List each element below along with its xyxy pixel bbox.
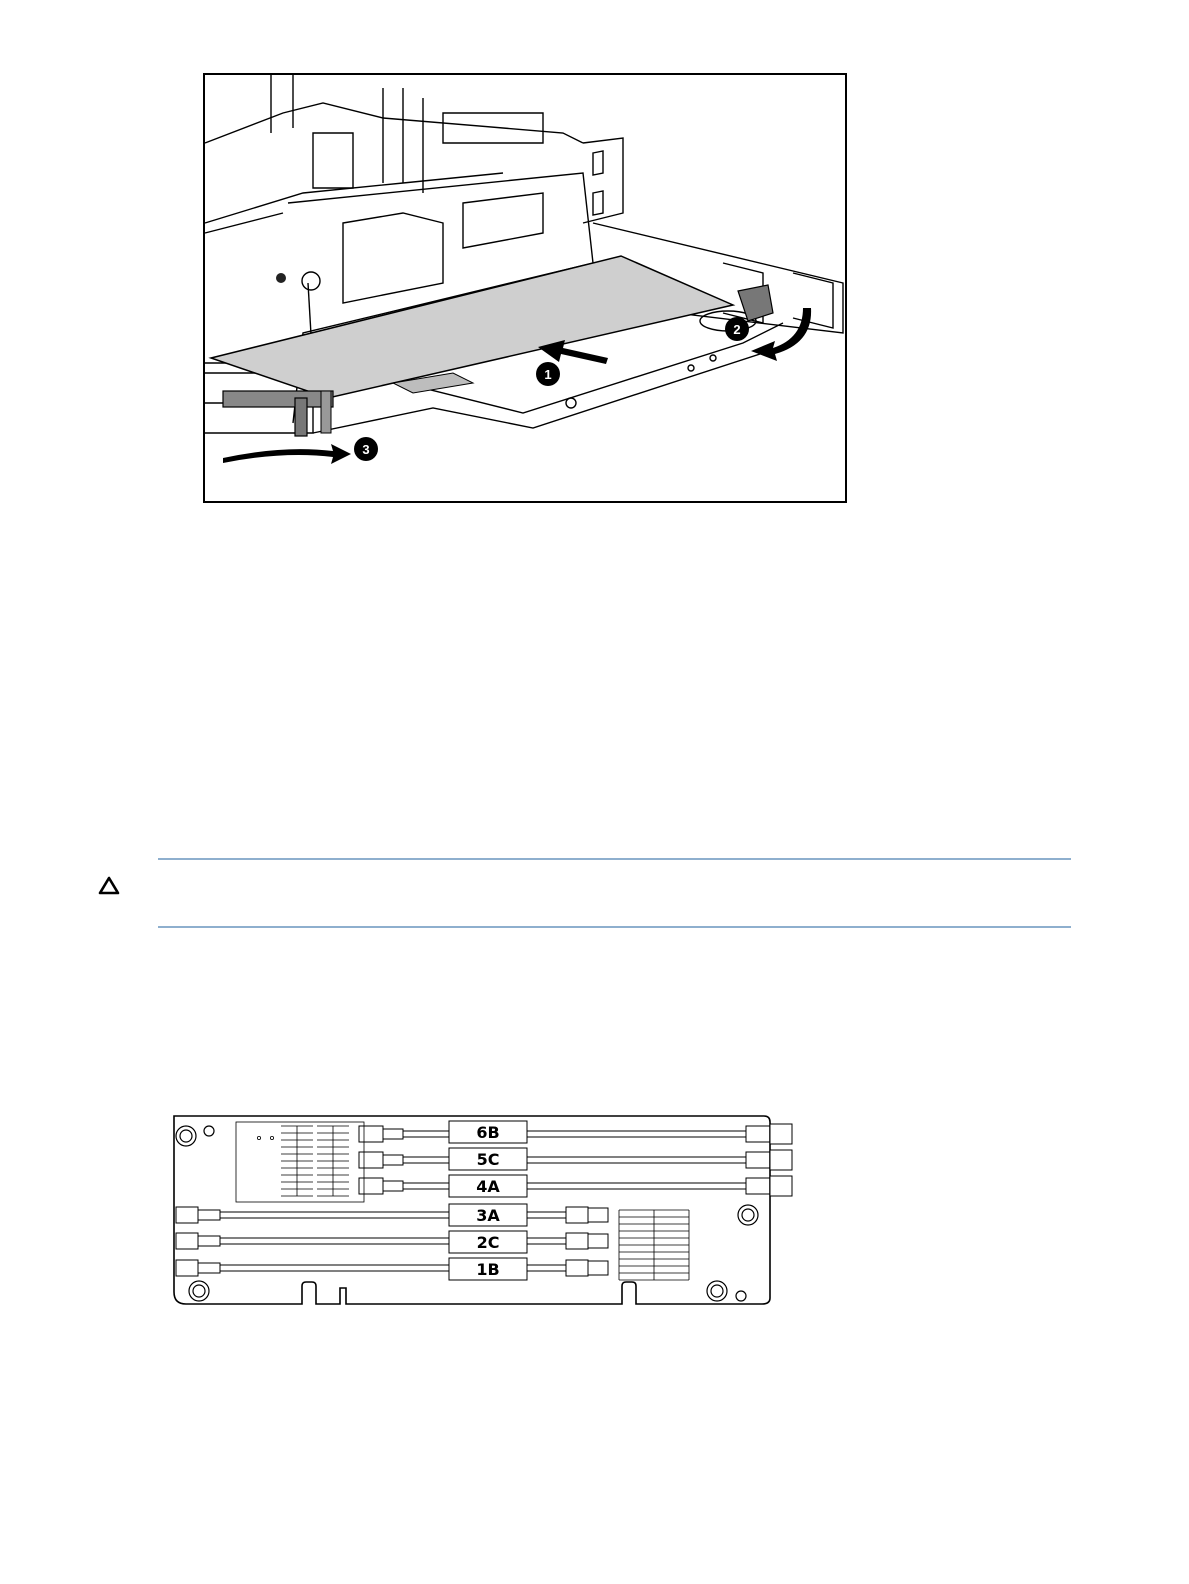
caution-triangle-icon (100, 878, 118, 893)
slot-label-4A (449, 1175, 527, 1197)
slot-label-5C (449, 1148, 527, 1170)
svg-text:2: 2 (733, 322, 741, 337)
memory-cartridge-slot-figure (166, 1110, 800, 1315)
svg-text:2C: 2C (476, 1233, 500, 1252)
slot-label-3A (449, 1204, 527, 1226)
step-badge-1 (536, 362, 560, 386)
svg-text:6B: 6B (476, 1123, 500, 1142)
slot-label-1B (449, 1258, 527, 1280)
svg-text:1B: 1B (476, 1260, 500, 1279)
step-badge-3 (354, 437, 378, 461)
slot-label-6B (449, 1121, 527, 1143)
step-badge-2 (725, 317, 749, 341)
svg-text:1: 1 (544, 367, 552, 382)
svg-text:3: 3 (362, 442, 370, 457)
svg-text:4A: 4A (476, 1177, 500, 1196)
svg-text:5C: 5C (476, 1150, 500, 1169)
slot-label-2C (449, 1231, 527, 1253)
expansion-board-install-figure (203, 73, 847, 503)
svg-text:3A: 3A (476, 1206, 500, 1225)
